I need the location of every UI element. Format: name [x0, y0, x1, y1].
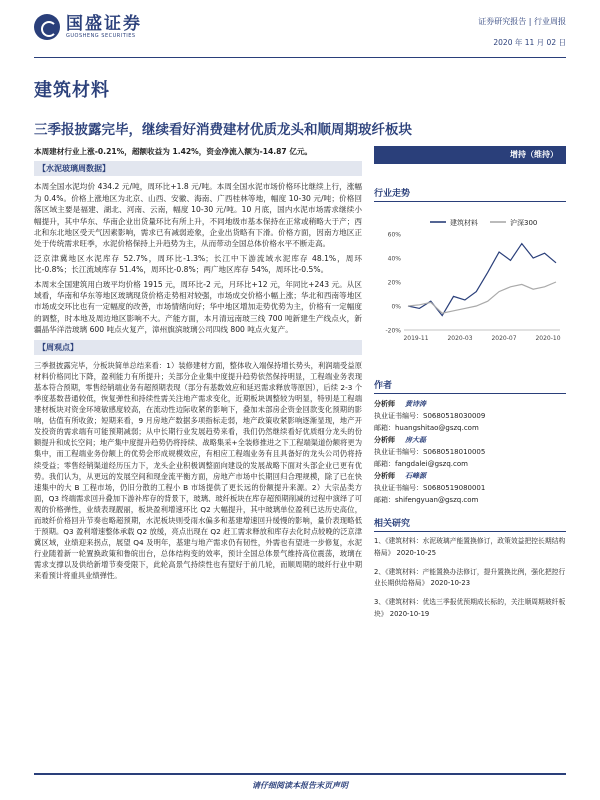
view-paragraph: 三季报披露完毕，分板块简单总结来看：1）装修建材方面，整体收入端保持增长势头，利润端受益原材料价格同比下降，盈利能力有所提升；关部分企业集中度提升趋势依然保持明显，工程端业务表现基本符合预期，零售经销端业务有超预期表现（部分有基数效应和延迟需求释放等原因），后续 2-3 个季度基数普通较低，恢复弹性和持续性需关注地产需求变化，近期板块调整较为明显，特别是工程端建材板块对资金环境敏感度较高，在流动性边际收紧的影响下，叠加未部房企资金回款变化预期的影响，估值有所收敛；短期来看，9 月房地产数据多项指标走弱，地产政策收紧影响逐渐显现，地产开发投资的需求端有可能预期减弱；从中长期行业发展趋势来看，我们仍然继续看好优质细分龙头的份额提升和成长空间；地产集中度提升趋势仍将持续、战略集采+全装修推进之下工程端渠道份额将更为集中，而工程端业务份额上的优势会形成规模效应，有相应工程端业务有且具备好的龙头公司仍将持续受益；零售经销渠道经历压力下，龙头企业积极调整面向建设的发展战略下面对头部企业已更有优势。我们认为，从更远的发展空间和现金流平衡方面，房地产市场中长期回归合理规模，除了已在快速集中的大 B 工程市场，仍旧分散的工程小 B 市场提供了更长远的份额提升来源。2）大宗品类方面，Q3 终端需求回升叠加下游补库存的背景下，玻璃、玻纤板块在库存超预期削减的过程中演绎了可观的价格弹性，业绩表现靓丽，板块盈利增速环比 Q2 大幅提升，其中玻璃单位盈利已达历史高位，而玻纤价格回升节奏也略超预期，水泥板块则受雨水偏多和基建增速回升缓慢的影响，量价表现略低于预期。Q3 盈利增速整体承载 Q2 放缓，亮点出现在 Q2 赶工需求释放和库存去化时点较晚的泛京津冀区域，业绩迎来拐点，展望 Q4 及明年，基建与地产需求仍有韧性，外需也有望进一步修复，水泥行业随着新一轮置换政策和鲁皖出台，总体结构变的效率，预计全国总体景气维持高位震荡，玻璃在需求支撑以及供给新增节奏受限下，此轮高景气持续性也有望好于前几轮，而顺周期的玻纤行业中期来看预计将重具业绩弹性。 — [34, 360, 362, 581]
sidebar — [374, 146, 566, 628]
author-entry — [374, 398, 566, 434]
author-role: 分析师 — [374, 472, 395, 480]
author-role: 分析师 — [374, 400, 395, 408]
related-report-date: 2020-10-19 — [387, 609, 430, 618]
authors-title: 作者 — [374, 378, 566, 394]
related-report-link[interactable] — [374, 567, 566, 591]
legend-label-sector: 建筑材料 — [450, 219, 478, 227]
sector-title: 建筑材料 — [34, 80, 110, 101]
author-role: 分析师 — [374, 436, 395, 444]
footer-divider — [34, 773, 566, 775]
related-report-title: 1、《建筑材料：水泥玻璃产能置换修订，政策效益把控长期结构格局》 — [374, 537, 566, 557]
x-tick-label: 2020-07 — [491, 335, 517, 342]
related-report-link[interactable] — [374, 536, 566, 560]
rating-badge: 增持（维持） — [374, 146, 566, 164]
related-report-title: 2、《建筑材料：产能置换办法修订，提升置换比例，强化把控行业长期供给格局》 — [374, 567, 566, 588]
y-tick-label: 60% — [387, 231, 401, 239]
y-tick-label: 40% — [387, 255, 401, 263]
author-email[interactable]: 邮箱：shifengyuan@gszq.com — [374, 496, 479, 504]
logo-icon — [34, 14, 60, 40]
section-cement-glass: 【水泥玻璃周数据】 — [34, 161, 362, 176]
company-logo — [34, 14, 142, 40]
y-tick-label: 20% — [387, 279, 401, 287]
related-report-date: 2020-10-25 — [394, 548, 437, 557]
legend-label-index: 沪深300 — [510, 219, 538, 227]
author-entry — [374, 434, 566, 470]
author-cert: 执业证书编号：S0680519080001 — [374, 484, 486, 492]
footer-disclaimer: 请仔细阅读本报告末页声明 — [252, 781, 348, 790]
author-email[interactable]: 邮箱：huangshitao@gszq.com — [374, 424, 479, 432]
y-tick-label: -20% — [385, 327, 401, 335]
related-report-date: 2020-10-23 — [428, 579, 471, 588]
author-name: 黄诗涛 — [405, 400, 426, 408]
page-header — [34, 14, 566, 52]
glass-paragraph: 本周末全国建筑用白玻平均价格 1915 元，周环比-2 元，月环比+12 元，年同比+243 元。从区域看，华南和华东等地区玻璃现货价格走势相对较强，市场成交价格小幅上涨；华北和西南等地区市场成交环比也有一定幅度的改善，市场情绪向好；华中地区增加走势优势为主，价格有一定幅度的调整，时本地及周边地区影响不大。产能方面，本月清远南玻三线 700 吨新建生产线点火，新疆晶华洋浩玻璃 600 吨点火复产，漳州旗滨玻璃公司四线 800 吨点火复产。 — [34, 279, 362, 335]
x-tick-label: 2020-10 — [535, 335, 561, 342]
cement-paragraph-2: 泛京津冀地区水泥库存 52.7%，周环比-1.3%；长江中下游流域水泥库存 48.1%，周环比-0.8%；长江流域库存 51.4%，周环比-0.8%；两广地区库存 54%，周环比-0.5%。 — [34, 253, 362, 275]
trend-title: 行业走势 — [374, 186, 566, 202]
author-name: 房大磊 — [405, 436, 426, 444]
related-list — [374, 536, 566, 621]
author-name: 石峰源 — [405, 472, 426, 480]
x-tick-label: 2020-03 — [447, 335, 473, 342]
author-entry — [374, 470, 566, 506]
logo-text-cn: 国盛证券 — [66, 14, 142, 34]
report-headline: 三季报披露完毕，继续看好消费建材优质龙头和顺周期玻纤板块 — [34, 122, 412, 138]
weekly-summary: 本周建材行业上涨-0.21%，超额收益为 1.42%，资金净流入额为-14.87 亿元。 — [34, 147, 313, 156]
related-title: 相关研究 — [374, 516, 566, 532]
report-type: 证券研究报告 | 行业周报 — [478, 17, 566, 26]
author-cert: 执业证书编号：S0680518010005 — [374, 448, 486, 456]
cement-paragraph-1: 本周全国水泥均价 434.2 元/吨，周环比+1.8 元/吨。本周全国水泥市场价格环比继续上行，涨幅为 0.4%。价格上涨地区为北京、山西、安徽、海南、广西桂林等地，幅度 10-30 元/吨；价格回落区域主要是福建、湖北、河南、云南，幅度 10-30 元/吨。10 月底，国内水泥市场需求继续小幅提升，其中华东、华南企业出货量环比有所上升，不同地级市基本保持在正常或稍略大于产；西北和东北地区受天气因素影响，需求已有减弱迹象，企业出货略有下滑。价格方面，因南方地区正处于传统需求旺季，水泥价格保持上升趋势为主，从而带动全国总体价格水平不断走高。 — [34, 182, 362, 249]
sector-series-line — [408, 244, 556, 316]
header-divider — [34, 57, 566, 58]
y-tick-label: 0% — [391, 303, 401, 311]
x-tick-label: 2019-11 — [403, 335, 429, 342]
authors-list — [374, 398, 566, 506]
author-email[interactable]: 邮箱：fangdalei@gszq.com — [374, 460, 468, 468]
report-date: 2020 年 11 月 02 日 — [493, 38, 566, 47]
index-series-line — [408, 282, 556, 313]
author-cert: 执业证书编号：S0680518030009 — [374, 412, 486, 420]
main-column — [34, 146, 362, 585]
trend-chart — [374, 206, 566, 344]
related-report-title: 3、《建筑材料：优选三季报优预期成长标的，关注顺周期玻纤板块》 — [374, 598, 566, 618]
trend-chart-svg — [374, 206, 566, 344]
section-weekly-view: 【周观点】 — [34, 340, 362, 355]
related-report-link[interactable] — [374, 597, 566, 621]
logo-text-en: GUOSHENG SECURITIES — [66, 33, 136, 39]
